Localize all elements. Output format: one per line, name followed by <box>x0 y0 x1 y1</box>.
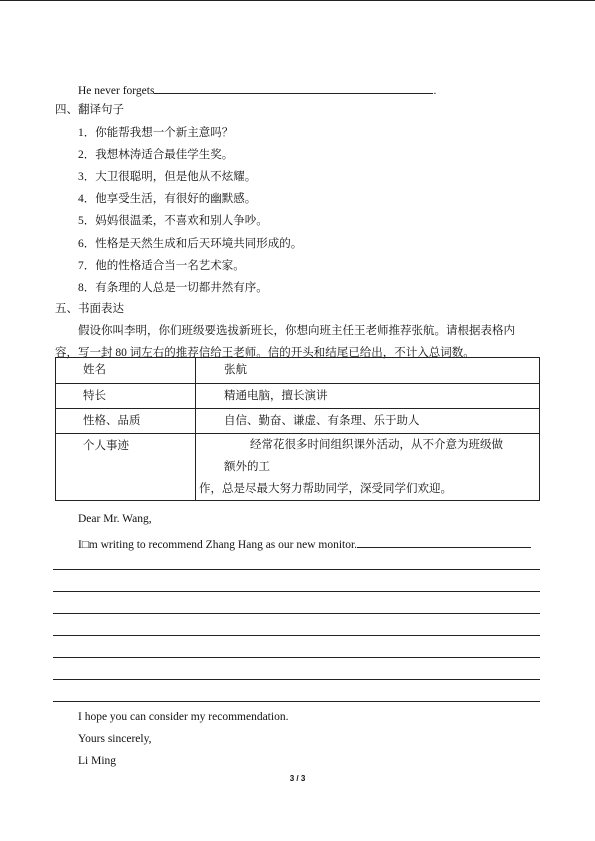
letter-closing: I hope you can consider my recommendation. <box>78 711 289 723</box>
writing-line[interactable] <box>53 635 540 636</box>
translate-item-5: 5．妈妈很温柔，不喜欢和别人争吵。 <box>78 215 268 227</box>
answer-blank[interactable] <box>154 82 433 94</box>
table-row <box>56 409 540 434</box>
writing-line[interactable] <box>53 591 540 592</box>
row-label-personality: 性格、品质 <box>56 409 196 434</box>
table-row <box>56 384 540 409</box>
row-label-deeds: 个人事迹 <box>56 434 196 501</box>
translate-item-2: 2．我想林涛适合最佳学生奖。 <box>78 149 234 161</box>
letter-opening-line <box>78 536 531 551</box>
deeds-line-2: 作，总是尽最大努力帮助同学，深受同学们欢迎。 <box>199 483 452 495</box>
translate-item-7: 7．他的性格适合当一名艺术家。 <box>78 260 245 272</box>
row-value-name: 张航 <box>196 358 540 384</box>
row-label-specialty: 特长 <box>56 384 196 409</box>
letter-signature: Li Ming <box>78 755 117 767</box>
page-top-border <box>0 0 595 1</box>
page-number: 3 / 3 <box>289 774 306 783</box>
translate-item-6: 6．性格是天然生成和后天环境共同形成的。 <box>78 238 303 250</box>
translate-item-8: 8．有条理的人总是一切都井然有序。 <box>78 282 268 294</box>
translate-item-4: 4．他享受生活，有很好的幽默感。 <box>78 193 257 205</box>
recommendation-info-table <box>55 357 540 501</box>
writing-blank[interactable] <box>357 536 531 548</box>
table-row <box>56 434 540 501</box>
fill-in-sentence <box>78 82 436 97</box>
row-label-name: 姓名 <box>56 358 196 384</box>
translate-item-1: 1．你能帮我想一个新主意吗？ <box>78 127 234 139</box>
writing-prompt-line-1: 假设你叫李明，你们班级要选拔新班长，你想向班主任王老师推荐张航。请根据表格内 <box>78 325 515 337</box>
section-5-title: 五、书面表达 <box>55 303 124 315</box>
sentence-start: He never forgets <box>78 85 155 97</box>
letter-signoff: Yours sincerely, <box>78 733 152 745</box>
writing-line[interactable] <box>53 657 540 658</box>
writing-line[interactable] <box>53 569 540 570</box>
deeds-line-1: 经常花很多时间组织课外活动，从不介意为班级做额外的工 <box>224 439 503 473</box>
writing-line[interactable] <box>53 679 540 680</box>
table-row <box>56 358 540 384</box>
letter-opening: I□m writing to recommend Zhang Hang as our new monitor. <box>78 539 358 551</box>
row-value-specialty: 精通电脑，擅长演讲 <box>196 384 540 409</box>
translate-item-3: 3．大卫很聪明，但是他从不炫耀。 <box>78 171 257 183</box>
writing-line[interactable] <box>53 613 540 614</box>
sentence-end: . <box>433 85 437 97</box>
section-4-title: 四、翻译句子 <box>55 104 124 116</box>
row-value-deeds <box>196 434 540 501</box>
row-value-personality: 自信、勤奋、谦虚、有条理、乐于助人 <box>196 409 540 434</box>
letter-greeting: Dear Mr. Wang, <box>78 513 152 525</box>
writing-prompt-line-2: 容，写一封 80 词左右的推荐信给王老师。信的开头和结尾已给出，不计入总词数。 <box>55 347 475 359</box>
writing-line[interactable] <box>53 701 540 702</box>
